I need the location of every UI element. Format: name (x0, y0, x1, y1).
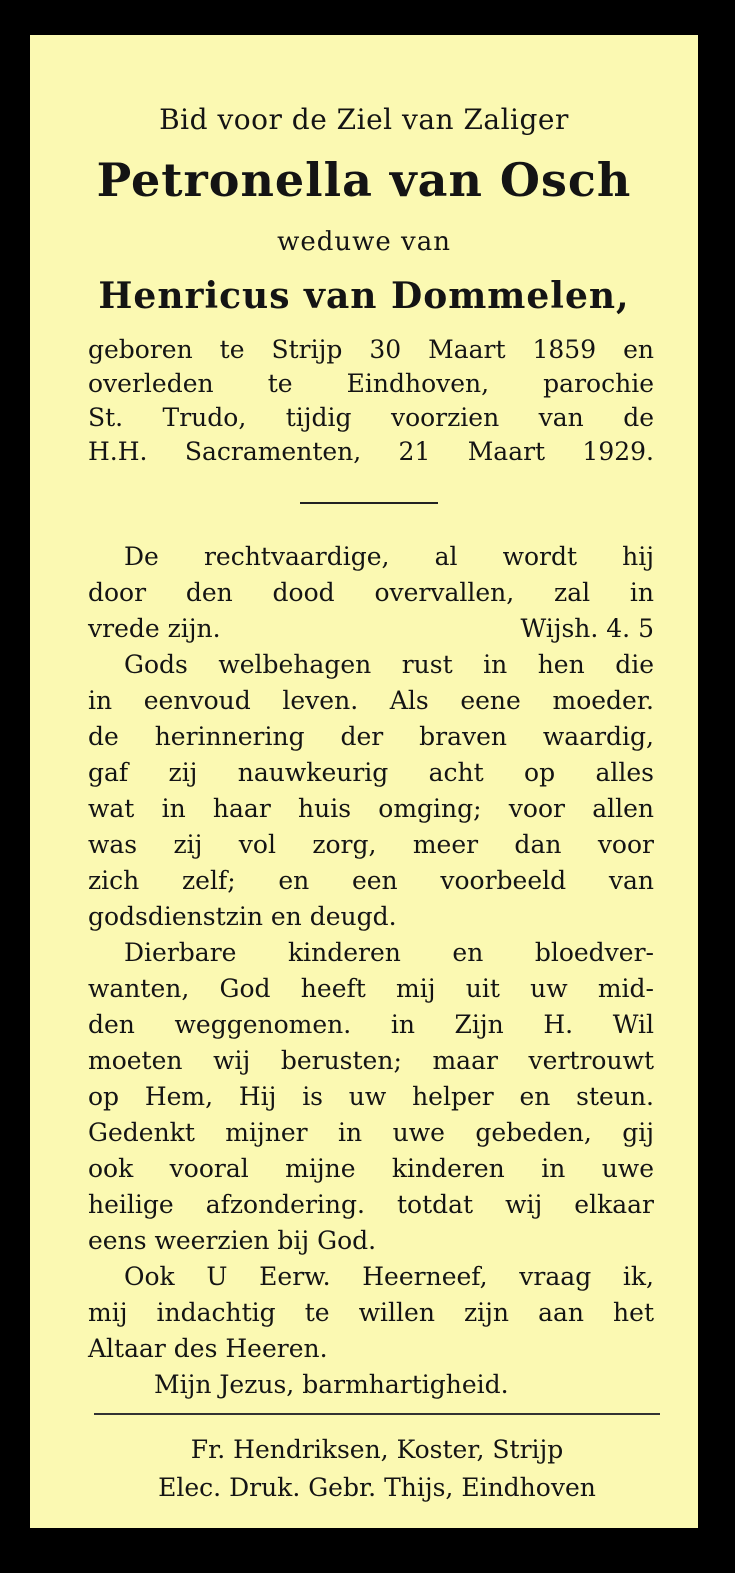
printer-footer (90, 1431, 664, 1507)
paragraph-line: wanten, God heeft mij uit uw mid- (88, 974, 654, 1003)
deceased-name: Petronella van Osch (96, 153, 632, 207)
paragraph-line: de herinnering der braven waardig, (88, 722, 654, 751)
verse-line: De rechtvaardige, al wordt hij (124, 542, 654, 571)
paragraph-line: gaf zij nauwkeurig acht op alles (88, 758, 654, 787)
husband-name: Henricus van Dommelen, (98, 275, 630, 317)
closing-prayer: Mijn Jezus, barmhartigheid. (154, 1370, 509, 1399)
paragraph-line: Ook U Eerw. Heerneef, vraag ik, (124, 1262, 654, 1291)
paragraph-line: den weggenomen. in Zijn H. Wil (88, 1010, 654, 1039)
prayer-text (88, 539, 654, 1403)
intro-line: Bid voor de Ziel van Zaliger (159, 103, 569, 136)
verse-last-line (88, 611, 654, 647)
memorial-card (30, 35, 698, 1528)
paragraph-line: mij indachtig te willen zijn aan het (88, 1298, 654, 1327)
biography (88, 333, 654, 469)
paragraph-line: zich zelf; en een voorbeeld van (88, 866, 654, 895)
paragraph-line: op Hem, Hij is uw helper en steun. (88, 1082, 654, 1111)
section-divider (300, 502, 438, 504)
footer-line: Elec. Druk. Gebr. Thijs, Eindhoven (158, 1473, 596, 1502)
paragraph-line: in eenvoud leven. Als eene moeder. (88, 686, 654, 715)
verse-line: vrede zijn. (88, 614, 221, 643)
bio-line: overleden te Eindhoven, parochie (88, 369, 654, 398)
paragraph-line: was zij vol zorg, meer dan voor (88, 830, 654, 859)
paragraph-line: Gods welbehagen rust in hen die (124, 650, 654, 679)
verse-reference: Wijsh. 4. 5 (520, 614, 654, 643)
paragraph-line: wat in haar huis omging; voor allen (88, 794, 654, 823)
paragraph-line: heilige afzondering. totdat wij elkaar (88, 1190, 654, 1219)
paragraph-line: eens weerzien bij God. (88, 1226, 377, 1255)
bio-line: H.H. Sacramenten, 21 Maart 1929. (88, 437, 654, 466)
footer-rule (94, 1413, 660, 1415)
paragraph-line: Altaar des Heeren. (88, 1334, 328, 1363)
paragraph-line: Gedenkt mijner in uwe gebeden, gij (88, 1118, 654, 1147)
paragraph-line: Dierbare kinderen en bloedver- (124, 938, 654, 967)
paragraph-line: godsdienstzin en deugd. (88, 902, 397, 931)
paragraph-line: moeten wij berusten; maar vertrouwt (88, 1046, 654, 1075)
footer-line: Fr. Hendriksen, Koster, Strijp (190, 1435, 564, 1464)
bio-line: geboren te Strijp 30 Maart 1859 en (88, 335, 654, 364)
widow-of-line: weduwe van (277, 227, 451, 257)
bio-line: St. Trudo, tijdig voorzien van de (88, 403, 654, 432)
verse-line: door den dood overvallen, zal in (88, 578, 654, 607)
paragraph-line: ook vooral mijne kinderen in uwe (88, 1154, 654, 1183)
